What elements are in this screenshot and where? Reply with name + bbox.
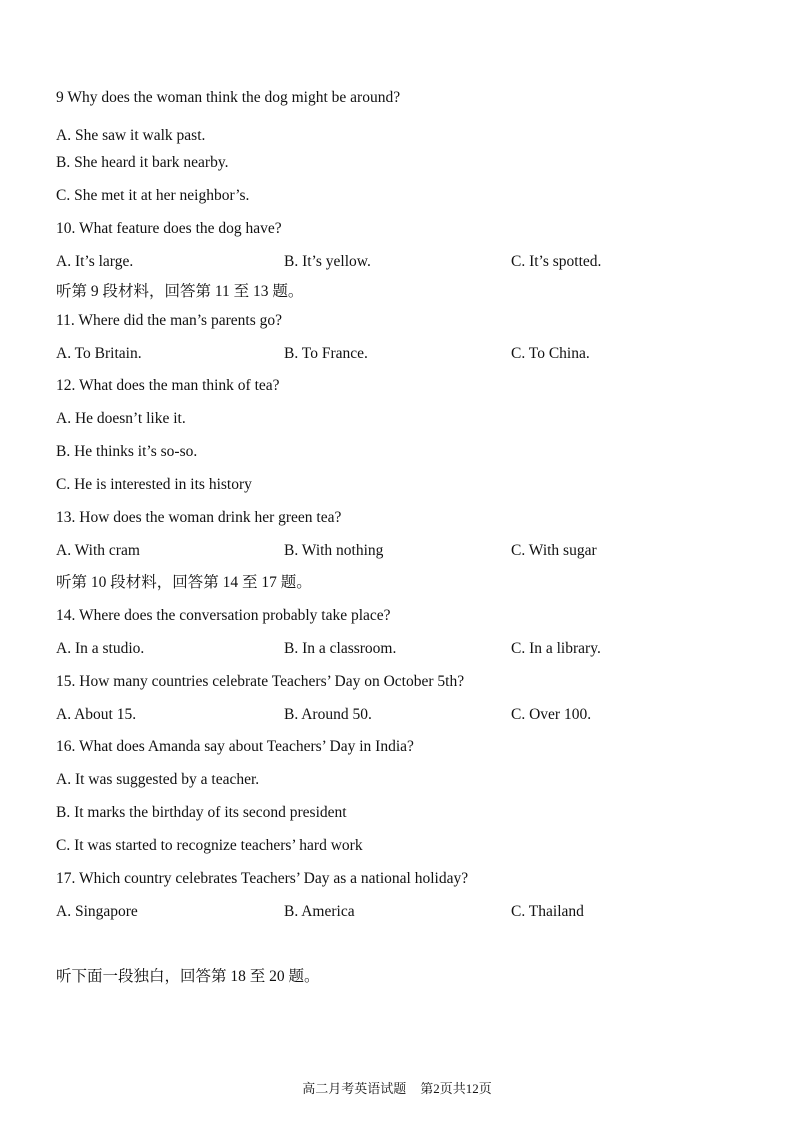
- q14-option-b: B. In a classroom.: [284, 640, 397, 657]
- q17-option-c: C. Thailand: [511, 903, 584, 920]
- q13-option-c: C. With sugar: [511, 542, 597, 559]
- q15-option-b: B. Around 50.: [284, 706, 372, 723]
- q16-option-c: C. It was started to recognize teachers’ hard work: [56, 837, 363, 854]
- q12-option-a: A. He doesn’t like it.: [56, 410, 186, 427]
- q11-option-b: B. To France.: [284, 345, 368, 362]
- q11-options: [56, 344, 756, 364]
- q13-option-b: B. With nothing: [284, 542, 384, 559]
- section-9-instruction: 听第 9 段材料，回答第 11 至 13 题。: [56, 283, 304, 300]
- q10-option-a: A. It’s large.: [56, 253, 134, 270]
- q14-option-c: C. In a library.: [511, 640, 601, 657]
- question-15: 15. How many countries celebrate Teachers’ Day on October 5th?: [56, 673, 465, 690]
- q11-option-a: A. To Britain.: [56, 345, 142, 362]
- q17-option-a: A. Singapore: [56, 903, 138, 920]
- question-16: 16. What does Amanda say about Teachers’ Day in India?: [56, 738, 414, 755]
- q13-options: [56, 541, 756, 561]
- section-10-instruction: 听第 10 段材料，回答第 14 至 17 题。: [56, 574, 312, 591]
- q14-option-a: A. In a studio.: [56, 640, 145, 657]
- page-footer: [0, 1079, 794, 1099]
- q15-option-a: A. About 15.: [56, 706, 137, 723]
- q17-option-b: B. America: [284, 903, 355, 920]
- q13-option-a: A. With cram: [56, 542, 140, 559]
- q14-options: [56, 639, 756, 659]
- q15-option-c: C. Over 100.: [511, 706, 592, 723]
- q16-option-b: B. It marks the birthday of its second president: [56, 804, 347, 821]
- section-next-instruction: 听下面一段独白，回答第 18 至 20 题。: [56, 968, 320, 985]
- q10-options: [56, 252, 756, 272]
- question-11: 11. Where did the man’s parents go?: [56, 312, 282, 329]
- q12-option-c: C. He is interested in its history: [56, 476, 252, 493]
- q9-option-a: A. She saw it walk past.: [56, 127, 206, 144]
- q15-options: [56, 705, 756, 725]
- q9-option-b: B. She heard it bark nearby.: [56, 154, 229, 171]
- footer-exam-title: 高二月考英语试题: [302, 1081, 407, 1096]
- question-13: 13. How does the woman drink her green tea?: [56, 509, 342, 526]
- question-14: 14. Where does the conversation probably take place?: [56, 607, 391, 624]
- q10-option-c: C. It’s spotted.: [511, 253, 602, 270]
- q16-option-a: A. It was suggested by a teacher.: [56, 771, 260, 788]
- question-10: 10. What feature does the dog have?: [56, 220, 282, 237]
- q10-option-b: B. It’s yellow.: [284, 253, 371, 270]
- q17-options: [56, 902, 756, 922]
- footer-page-info: 第2页共12页: [420, 1081, 492, 1096]
- q12-option-b: B. He thinks it’s so-so.: [56, 443, 198, 460]
- question-9: 9 Why does the woman think the dog might be around?: [56, 89, 401, 106]
- question-12: 12. What does the man think of tea?: [56, 377, 280, 394]
- q9-option-c: C. She met it at her neighbor’s.: [56, 187, 250, 204]
- question-17: 17. Which country celebrates Teachers’ Day as a national holiday?: [56, 870, 469, 887]
- q11-option-c: C. To China.: [511, 345, 590, 362]
